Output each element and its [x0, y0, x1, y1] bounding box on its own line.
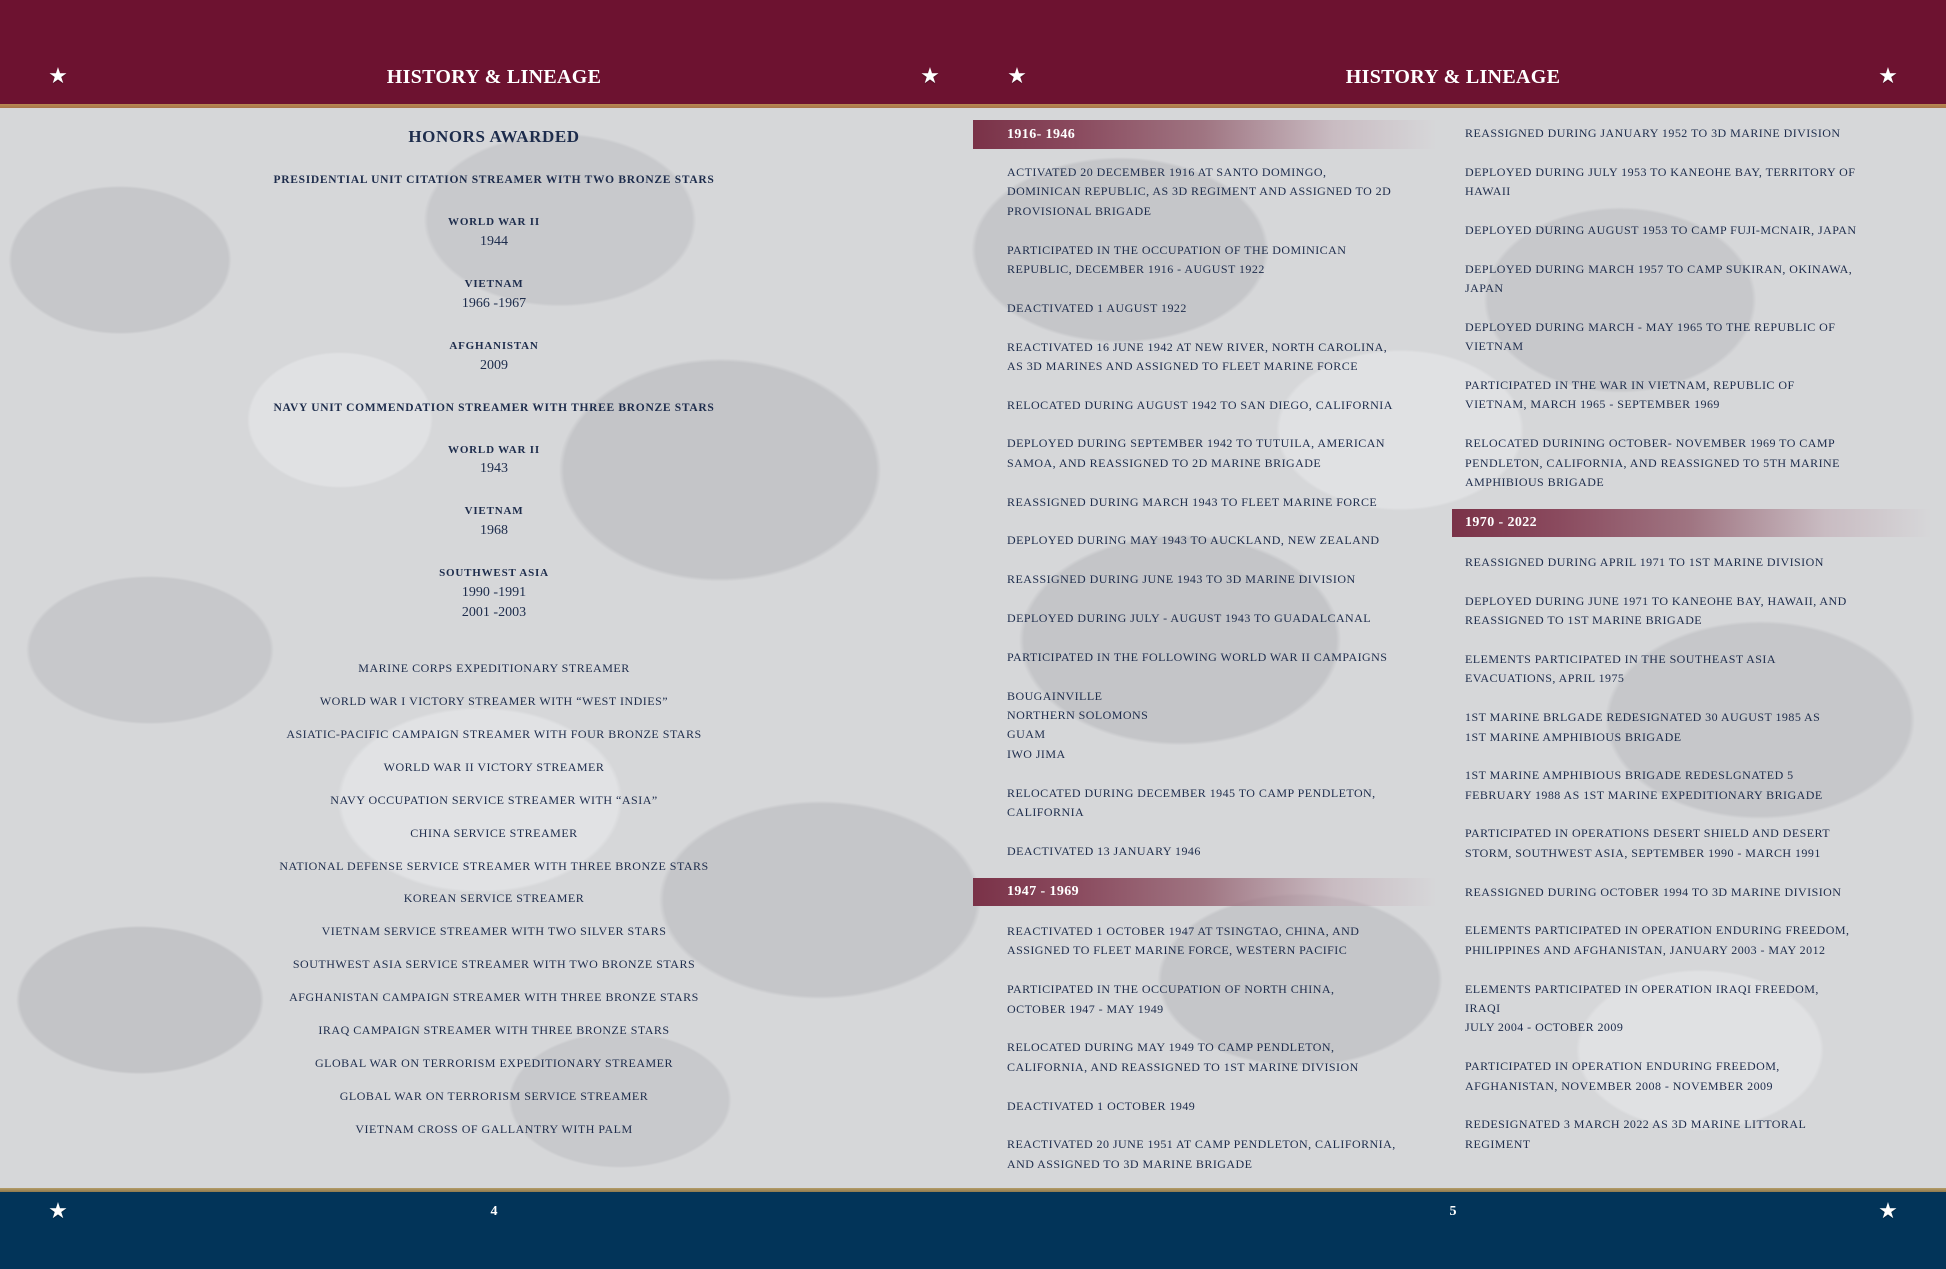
- campaign-item: BOUGAINVILLE: [1007, 688, 1103, 703]
- streamer-item: WORLD WAR II VICTORY STREAMER: [383, 760, 605, 774]
- lineage-entry: [1007, 163, 1477, 221]
- entry-line: VIETNAM, MARCH 1965 - SEPTEMBER 1969: [1465, 397, 1720, 412]
- lineage-entry: [1007, 396, 1477, 415]
- entry-line: DEACTIVATED 13 JANUARY 1946: [1007, 843, 1201, 858]
- lineage-entry: [1465, 766, 1935, 805]
- streamer-item: GLOBAL WAR ON TERRORISM EXPEDITIONARY STREAMER: [314, 1056, 673, 1070]
- lineage-entry: [1007, 434, 1477, 473]
- entry-line: ACTIVATED 20 DECEMBER 1916 AT SANTO DOMINGO,: [1007, 165, 1327, 179]
- honors-title: HONORS AWARDED: [408, 127, 580, 146]
- entry-line: REACTIVATED 16 JUNE 1942 AT NEW RIVER, NORTH CAROLINA,: [1007, 339, 1388, 354]
- entry-line: REASSIGNED TO 1ST MARINE BRIGADE: [1465, 613, 1703, 628]
- lineage-entry: [1007, 570, 1477, 589]
- page-number-right: 5: [1449, 1204, 1457, 1219]
- entry-line: PARTICIPATED IN OPERATION ENDURING FREEDOM,: [1465, 1059, 1780, 1074]
- period-header-1916-1946: [973, 120, 1435, 149]
- streamer-item: KOREAN SERVICE STREAMER: [403, 891, 585, 905]
- entry-line: RELOCATED DURING MAY 1949 TO CAMP PENDLETON,: [1007, 1040, 1335, 1055]
- entry-line: DEACTIVATED 1 AUGUST 1922: [1007, 300, 1187, 315]
- left-page-title: HISTORY & LINEAGE: [386, 66, 602, 88]
- entry-line: PARTICIPATED IN THE FOLLOWING WORLD WAR II CAMPAIGNS: [1007, 649, 1388, 664]
- entry-line: PHILIPPINES AND AFGHANISTAN, JANUARY 2003 - MAY 2012: [1465, 942, 1826, 957]
- entry-line: OCTOBER 1947 - MAY 1949: [1007, 1001, 1164, 1016]
- campaign-year: 1990 -1991: [461, 585, 527, 600]
- entry-line: FEBRUARY 1988 AS 1ST MARINE EXPEDITIONARY BRIGADE: [1465, 787, 1823, 802]
- entry-line: STORM, SOUTHWEST ASIA, SEPTEMBER 1990 - MARCH 1991: [1465, 845, 1821, 860]
- entry-line: REASSIGNED DURING APRIL 1971 TO 1ST MARINE DIVISION: [1465, 555, 1824, 569]
- lineage-entry: [1465, 260, 1935, 299]
- streamer-item: ASIATIC-PACIFIC CAMPAIGN STREAMER WITH FOUR BRONZE STARS: [286, 727, 702, 741]
- star-icon: ★: [1007, 64, 1027, 89]
- lineage-entry: [1465, 318, 1935, 357]
- entry-line: ELEMENTS PARTICIPATED IN THE SOUTHEAST ASIA: [1465, 651, 1776, 666]
- period-label: 1970 - 2022: [1465, 515, 1538, 530]
- star-icon: ★: [1878, 1199, 1898, 1224]
- streamer-item: NATIONAL DEFENSE SERVICE STREAMER WITH THREE BRONZE STARS: [279, 859, 709, 873]
- lineage-entry: [1007, 980, 1477, 1019]
- streamer-item: WORLD WAR I VICTORY STREAMER WITH “WEST INDIES”: [319, 694, 669, 708]
- entry-line: DEPLOYED DURING JUNE 1971 TO KANEOHE BAY, HAWAII, AND: [1465, 593, 1847, 608]
- lineage-entry: [1007, 299, 1477, 318]
- lineage-entry: [1465, 1057, 1935, 1096]
- entry-line: AFGHANISTAN, NOVEMBER 2008 - NOVEMBER 2009: [1465, 1078, 1773, 1093]
- lineage-entry: [1007, 531, 1477, 550]
- streamer-item: CHINA SERVICE STREAMER: [410, 826, 578, 840]
- lineage-entry: [1465, 921, 1935, 960]
- entry-line: JAPAN: [1465, 281, 1504, 296]
- streamer-item: SOUTHWEST ASIA SERVICE STREAMER WITH TWO BRONZE STARS: [292, 957, 696, 971]
- entry-line: AND ASSIGNED TO 3D MARINE BRIGADE: [1007, 1156, 1253, 1171]
- entry-line: ASSIGNED TO FLEET MARINE FORCE, WESTERN PACIFIC: [1007, 943, 1348, 958]
- entry-line: DEPLOYED DURING JULY 1953 TO KANEOHE BAY, TERRITORY OF: [1465, 164, 1856, 179]
- entry-line: REACTIVATED 1 OCTOBER 1947 AT TSINGTAO, CHINA, AND: [1007, 924, 1360, 938]
- entry-line: AMPHIBIOUS BRIGADE: [1465, 475, 1605, 490]
- lineage-entry: [1465, 163, 1935, 202]
- entry-line: PROVISIONAL BRIGADE: [1007, 203, 1152, 218]
- lineage-entries-1970-2022: [1465, 553, 1935, 1174]
- lineage-entry: [1007, 784, 1477, 823]
- entry-line: RELOCATED DURING AUGUST 1942 TO SAN DIEGO, CALIFORNIA: [1007, 397, 1393, 412]
- campaign-name: WORLD WAR II: [448, 216, 540, 228]
- star-icon: ★: [1878, 64, 1898, 89]
- lineage-entry: [1465, 1115, 1935, 1154]
- entry-line: AS 3D MARINES AND ASSIGNED TO FLEET MARINE FORCE: [1007, 358, 1358, 373]
- entry-line: PARTICIPATED IN THE WAR IN VIETNAM, REPUBLIC OF: [1465, 378, 1795, 393]
- entry-line: IRAQI: [1465, 1000, 1501, 1015]
- campaign-name: VIETNAM: [464, 278, 524, 290]
- entry-line: HAWAII: [1465, 184, 1511, 199]
- page-number-left: 4: [490, 1204, 498, 1219]
- entry-line: DEACTIVATED 1 OCTOBER 1949: [1007, 1098, 1196, 1113]
- lineage-entries-1916-1946: [1007, 163, 1477, 880]
- star-icon: ★: [920, 64, 940, 89]
- streamer-item: GLOBAL WAR ON TERRORISM SERVICE STREAMER: [339, 1089, 649, 1103]
- entry-line: DEPLOYED DURING JULY - AUGUST 1943 TO GUADALCANAL: [1007, 610, 1372, 625]
- entry-line: RELOCATED DURINING OCTOBER- NOVEMBER 1969 TO CAMP: [1465, 436, 1836, 451]
- entry-line: PARTICIPATED IN THE OCCUPATION OF THE DOMINICAN: [1007, 242, 1347, 257]
- footer-band: [0, 1192, 1946, 1269]
- lineage-entry: [1007, 241, 1477, 280]
- streamer-item: VIETNAM CROSS OF GALLANTRY WITH PALM: [355, 1122, 633, 1136]
- lineage-entry: [1465, 376, 1935, 415]
- lineage-entry: [1465, 980, 1935, 1038]
- campaign-item: NORTHERN SOLOMONS: [1007, 707, 1149, 722]
- lineage-entry: [1007, 842, 1477, 861]
- entry-line: PARTICIPATED IN THE OCCUPATION OF NORTH CHINA,: [1007, 982, 1335, 997]
- campaign-item: IWO JIMA: [1007, 746, 1066, 761]
- entry-line: REACTIVATED 20 JUNE 1951 AT CAMP PENDLETON, CALIFORNIA,: [1007, 1137, 1396, 1152]
- lineage-entry: [1007, 648, 1477, 667]
- entry-line: 1ST MARINE AMPHIBIOUS BRIGADE: [1465, 729, 1682, 744]
- entry-line: VIETNAM: [1465, 339, 1524, 354]
- unit-citation-title: NAVY UNIT COMMENDATION STREAMER WITH THREE BRONZE STARS: [273, 402, 715, 414]
- entry-line: 1ST MARINE BRLGADE REDESIGNATED 30 AUGUST 1985 AS: [1465, 710, 1821, 725]
- entry-line: DOMINICAN REPUBLIC, AS 3D REGIMENT AND ASSIGNED TO 2D: [1007, 184, 1392, 199]
- streamer-item: NAVY OCCUPATION SERVICE STREAMER WITH “ASIA”: [330, 793, 658, 807]
- streamer-item: MARINE CORPS EXPEDITIONARY STREAMER: [358, 661, 630, 675]
- entry-line: REASSIGNED DURING JANUARY 1952 TO 3D MARINE DIVISION: [1465, 126, 1841, 140]
- entry-line: REGIMENT: [1465, 1136, 1531, 1151]
- entry-line: DEPLOYED DURING SEPTEMBER 1942 TO TUTUILA, AMERICAN: [1007, 436, 1385, 451]
- entry-line: PARTICIPATED IN OPERATIONS DESERT SHIELD AND DESERT: [1465, 826, 1831, 841]
- entry-line: REASSIGNED DURING MARCH 1943 TO FLEET MARINE FORCE: [1007, 494, 1378, 509]
- campaign-year: 2001 -2003: [461, 605, 527, 620]
- entry-line: EVACUATIONS, APRIL 1975: [1465, 671, 1625, 686]
- streamer-item: VIETNAM SERVICE STREAMER WITH TWO SILVER STARS: [321, 924, 667, 938]
- honors-page: [0, 0, 988, 1188]
- star-icon: ★: [48, 1199, 68, 1224]
- lineage-entry: [1465, 124, 1935, 143]
- streamer-item: IRAQ CAMPAIGN STREAMER WITH THREE BRONZE STARS: [318, 1023, 670, 1037]
- unit-citation-title: PRESIDENTIAL UNIT CITATION STREAMER WITH TWO BRONZE STARS: [273, 174, 715, 186]
- entry-line: DEPLOYED DURING MARCH 1957 TO CAMP SUKIRAN, OKINAWA,: [1465, 261, 1853, 276]
- entry-line: CALIFORNIA: [1007, 804, 1085, 819]
- campaign-item: GUAM: [1007, 727, 1046, 742]
- lineage-entry: [1465, 708, 1935, 747]
- entry-line: 1ST MARINE AMPHIBIOUS BRIGADE REDESLGNATED 5: [1465, 768, 1794, 783]
- lineage-entry: [1007, 922, 1477, 961]
- entry-line: REDESIGNATED 3 MARCH 2022 AS 3D MARINE LITTORAL: [1465, 1117, 1807, 1132]
- campaign-year: 2009: [480, 358, 508, 373]
- entry-line: REASSIGNED DURING JUNE 1943 TO 3D MARINE DIVISION: [1007, 572, 1356, 587]
- period-header-1970-2022: [1452, 509, 1930, 537]
- campaign-year: 1944: [480, 234, 508, 249]
- right-page-title: HISTORY & LINEAGE: [1345, 66, 1561, 88]
- entry-line: REASSIGNED DURING OCTOBER 1994 TO 3D MARINE DIVISION: [1465, 884, 1842, 899]
- campaign-name: SOUTHWEST ASIA: [439, 567, 549, 579]
- lineage-entry: [1007, 493, 1477, 512]
- entry-line: PENDLETON, CALIFORNIA, AND REASSIGNED TO 5TH MARINE: [1465, 455, 1840, 470]
- lineage-entry: [1465, 592, 1935, 631]
- lineage-entry: [1465, 434, 1935, 492]
- campaign-year: 1968: [480, 523, 508, 538]
- lineage-entry: [1007, 1038, 1477, 1077]
- entry-line: REPUBLIC, DECEMBER 1916 - AUGUST 1922: [1007, 261, 1265, 276]
- entry-line: ELEMENTS PARTICIPATED IN OPERATION ENDURING FREEDOM,: [1465, 923, 1850, 938]
- entry-line: JULY 2004 - OCTOBER 2009: [1465, 1020, 1624, 1035]
- campaign-year: 1966 -1967: [461, 296, 527, 311]
- lineage-entries-1947-1969-part1: [1007, 922, 1477, 1193]
- lineage-entry: [1007, 1097, 1477, 1116]
- entry-line: CALIFORNIA, AND REASSIGNED TO 1ST MARINE DIVISION: [1007, 1059, 1359, 1074]
- lineage-entries-1947-1969-part2: [1465, 124, 1935, 512]
- entry-line: ELEMENTS PARTICIPATED IN OPERATION IRAQI FREEDOM,: [1465, 981, 1819, 996]
- campaign-name: VIETNAM: [464, 505, 524, 517]
- entry-line: SAMOA, AND REASSIGNED TO 2D MARINE BRIGADE: [1007, 455, 1322, 470]
- campaign-list: [1007, 687, 1477, 765]
- lineage-entry: [1465, 221, 1935, 240]
- entry-line: DEPLOYED DURING MAY 1943 TO AUCKLAND, NEW ZEALAND: [1007, 533, 1380, 548]
- campaign-name: WORLD WAR II: [448, 444, 540, 456]
- period-label: 1947 - 1969: [1007, 884, 1080, 899]
- streamer-item: AFGHANISTAN CAMPAIGN STREAMER WITH THREE BRONZE STARS: [289, 990, 699, 1004]
- lineage-entry: [1007, 338, 1477, 377]
- period-label: 1916- 1946: [1007, 127, 1076, 142]
- period-header-1947-1969: [973, 878, 1435, 906]
- lineage-entry: [1465, 650, 1935, 689]
- campaign-name: AFGHANISTAN: [449, 340, 539, 352]
- campaign-year: 1943: [480, 461, 508, 476]
- entry-line: DEPLOYED DURING AUGUST 1953 TO CAMP FUJI-MCNAIR, JAPAN: [1465, 222, 1857, 237]
- entry-line: RELOCATED DURING DECEMBER 1945 TO CAMP PENDLETON,: [1007, 785, 1376, 800]
- lineage-entry: [1465, 553, 1935, 572]
- entry-line: DEPLOYED DURING MARCH - MAY 1965 TO THE REPUBLIC OF: [1465, 319, 1836, 334]
- lineage-entry: [1007, 609, 1477, 628]
- star-icon: ★: [48, 64, 68, 89]
- lineage-entry: [1007, 1135, 1477, 1174]
- lineage-entry: [1465, 883, 1935, 902]
- lineage-entry: [1465, 824, 1935, 863]
